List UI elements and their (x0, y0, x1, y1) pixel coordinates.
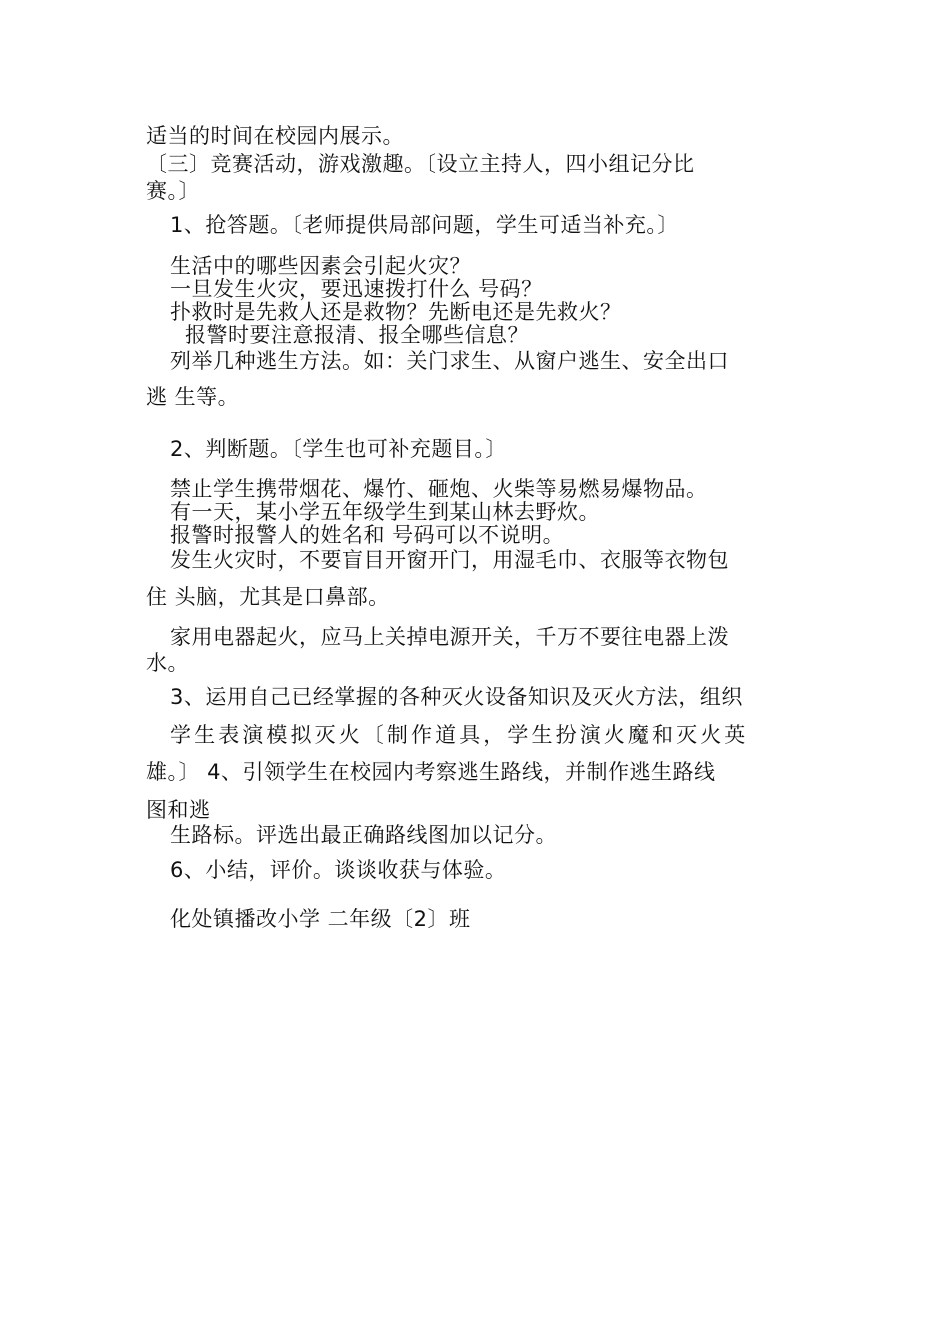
text-line-22: 图和逃 (146, 798, 211, 822)
text-line-25: 化处镇播改小学 二年级〔2〕班 (170, 907, 471, 931)
text-line-23: 生路标。评选出最正确路线图加以记分。 (170, 823, 557, 847)
text-line-14: 报警时报警人的姓名和 号码可以不说明。 (170, 523, 565, 547)
text-line-10: 逃 生等。 (146, 385, 240, 409)
text-line-24: 6、小结，评价。谈谈收获与体验。 (170, 858, 507, 882)
text-line-4: 1、抢答题。〔老师提供局部问题，学生可适当补充。〕 (170, 213, 679, 237)
text-line-11: 2、判断题。〔学生也可补充题目。〕 (170, 437, 507, 461)
text-line-17: 家用电器起火，应马上关掉电源开关，千万不要往电器上泼 (170, 625, 729, 649)
text-line-19: 3、运用自己已经掌握的各种灭火设备知识及灭火方法，组织 (170, 685, 743, 709)
text-line-9: 列举几种逃生方法。如：关门求生、从窗户逃生、安全出口 (170, 349, 729, 373)
text-line-2: 〔三〕竞赛活动，游戏激趣。〔设立主持人，四小组记分比 (146, 152, 695, 176)
text-line-13: 有一天，某小学五年级学生到某山林去野炊。 (170, 500, 600, 524)
text-line-5: 生活中的哪些因素会引起火灾？ (170, 254, 471, 278)
text-line-21: 雄。〕 4、引领学生在校园内考察逃生路线，并制作逃生路线 (146, 760, 716, 784)
text-line-3: 赛。〕 (146, 179, 200, 203)
text-line-1: 适当的时间在校园内展示。 (146, 124, 404, 148)
text-line-18: 水。 (146, 651, 189, 675)
text-line-16: 住 头脑，尤其是口鼻部。 (146, 585, 390, 609)
text-line-15: 发生火灾时，不要盲目开窗开门，用湿毛巾、衣服等衣物包 (170, 548, 729, 572)
text-line-8: 报警时要注意报清、报全哪些信息？ (185, 323, 529, 347)
text-line-7: 扑救时是先救人还是救物？先断电还是先救火？ (170, 300, 622, 324)
text-line-20: 学生表演模拟灭火〔制作道具，学生扮演火魔和灭火英 (170, 723, 749, 747)
text-line-6: 一旦发生火灾，要迅速拨打什么 号码？ (170, 277, 543, 301)
text-line-12: 禁止学生携带烟花、爆竹、砸炮、火柴等易燃易爆物品。 (170, 477, 708, 501)
